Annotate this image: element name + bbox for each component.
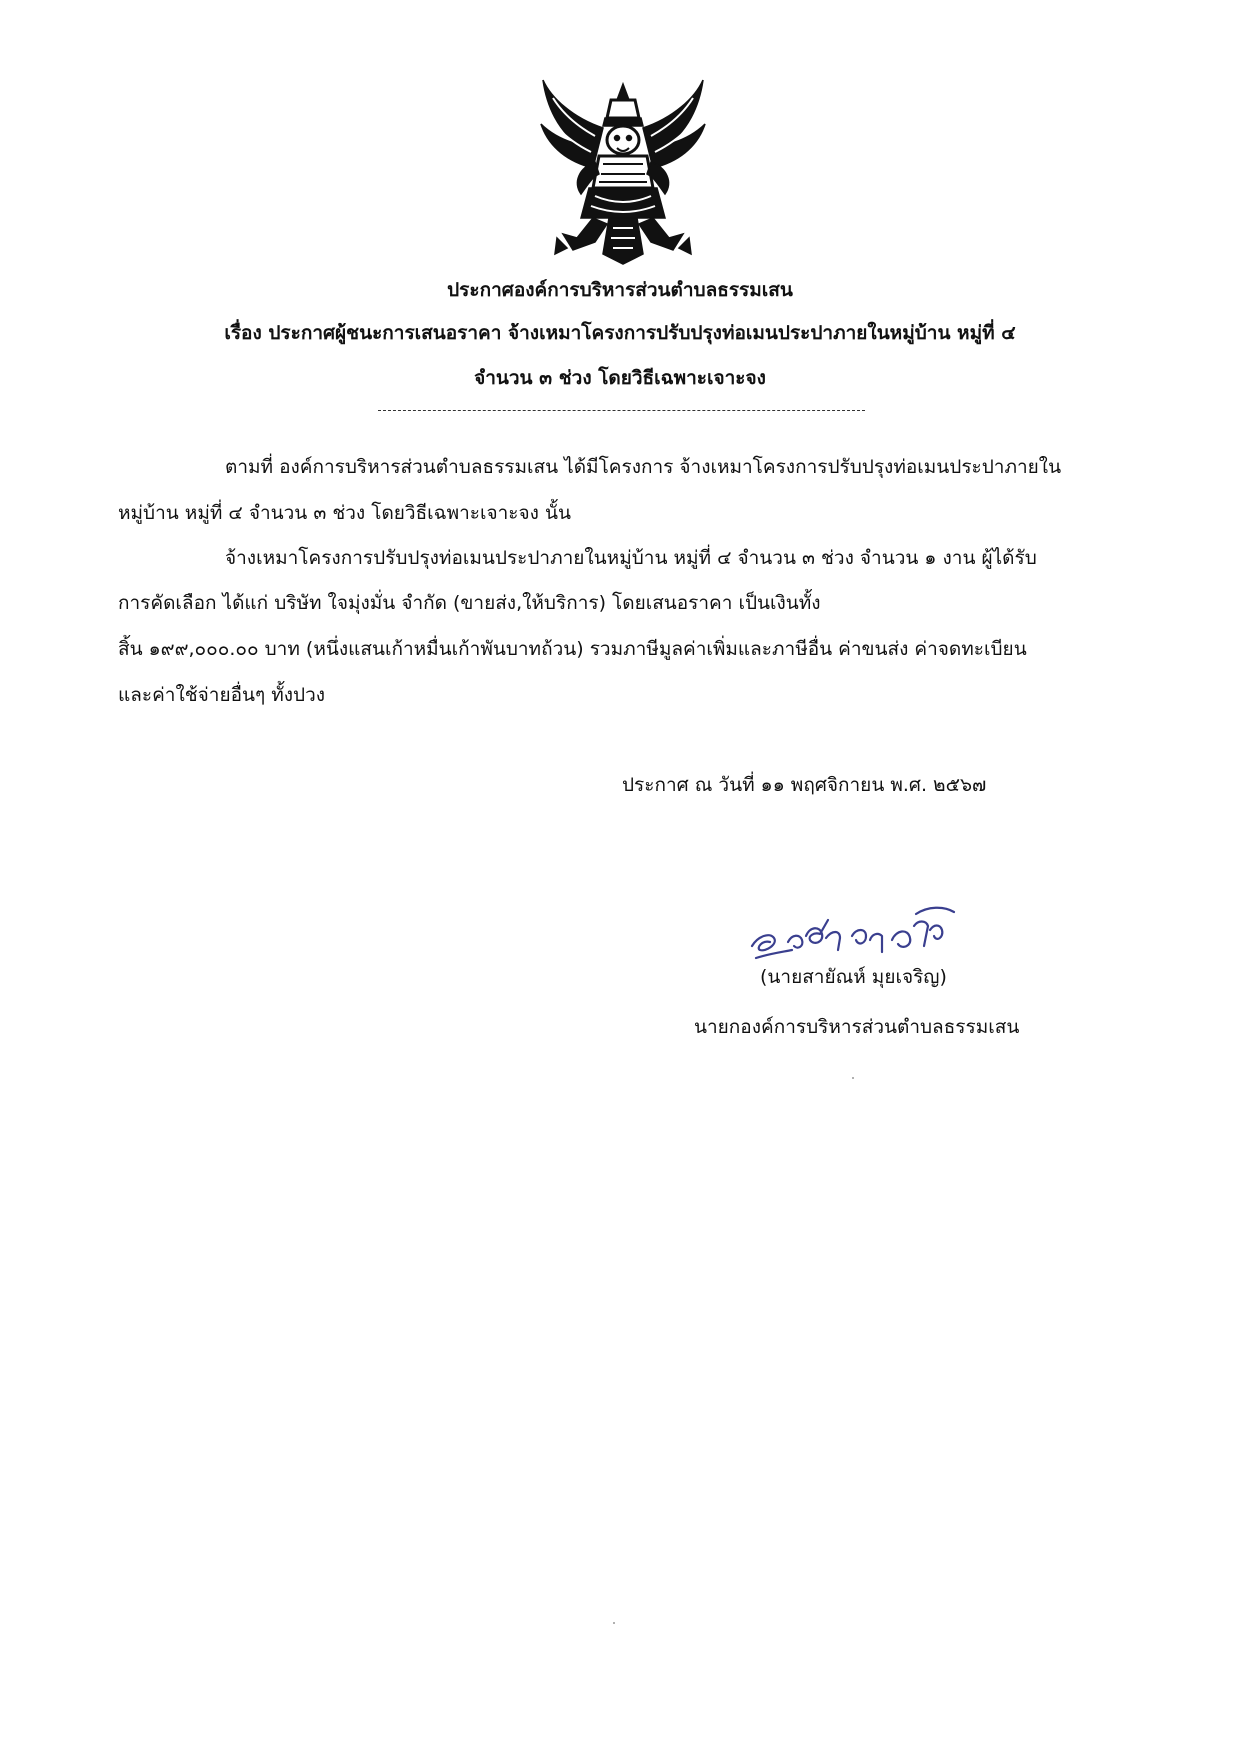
announcement-date: ประกาศ ณ วันที่ ๑๑ พฤศจิกายน พ.ศ. ๒๕๖๗ [622,774,987,796]
handwritten-signature [748,880,1008,970]
paragraph-2-line-4: และค่าใช้จ่ายอื่นๆ ทั้งปวง [118,684,326,706]
scan-speck [852,1077,854,1079]
garuda-emblem-icon [533,78,713,268]
signatory-position: นายกองค์การบริหารส่วนตำบลธรรมเสน [694,1016,1020,1038]
subject-line-1: เรื่อง ประกาศผู้ชนะการเสนอราคา จ้างเหมาโครงการปรับปรุงท่อเมนประปาภายในหมู่บ้าน หมู่ที่ ๔ [224,322,1016,344]
paragraph-2-line-2: การคัดเลือก ได้แก่ บริษัท ใจมุ่งมั่น จำกัด (ขายส่ง,ให้บริการ) โดยเสนอราคา เป็นเงินทั้ง [118,592,821,614]
announcement-title: ประกาศองค์การบริหารส่วนตำบลธรรมเสน [447,279,793,301]
title-divider [378,410,865,411]
paragraph-2-line-1: จ้างเหมาโครงการปรับปรุงท่อเมนประปาภายในหมู่บ้าน หมู่ที่ ๔ จำนวน ๓ ช่วง จำนวน ๑ งาน ผู้ได้รับ [225,547,1037,569]
paragraph-1-line-1: ตามที่ องค์การบริหารส่วนตำบลธรรมเสน ได้มีโครงการ จ้างเหมาโครงการปรับปรุงท่อเมนประปาภายใน [225,456,1062,478]
subject-line-2: จำนวน ๓ ช่วง โดยวิธีเฉพาะเจาะจง [474,367,766,389]
paragraph-1-line-2: หมู่บ้าน หมู่ที่ ๔ จำนวน ๓ ช่วง โดยวิธีเฉพาะเจาะจง นั้น [118,502,571,524]
scan-speck [613,1622,615,1624]
signatory-name: (นายสายัณห์ มุยเจริญ) [760,966,947,988]
paragraph-2-line-3: สิ้น ๑๙๙,๐๐๐.๐๐ บาท (หนึ่งแสนเก้าหมื่นเก้าพันบาทถ้วน) รวมภาษีมูลค่าเพิ่มและภาษีอื่น ค่าขนส่ง ค่าจดทะเบียน [118,638,1027,660]
